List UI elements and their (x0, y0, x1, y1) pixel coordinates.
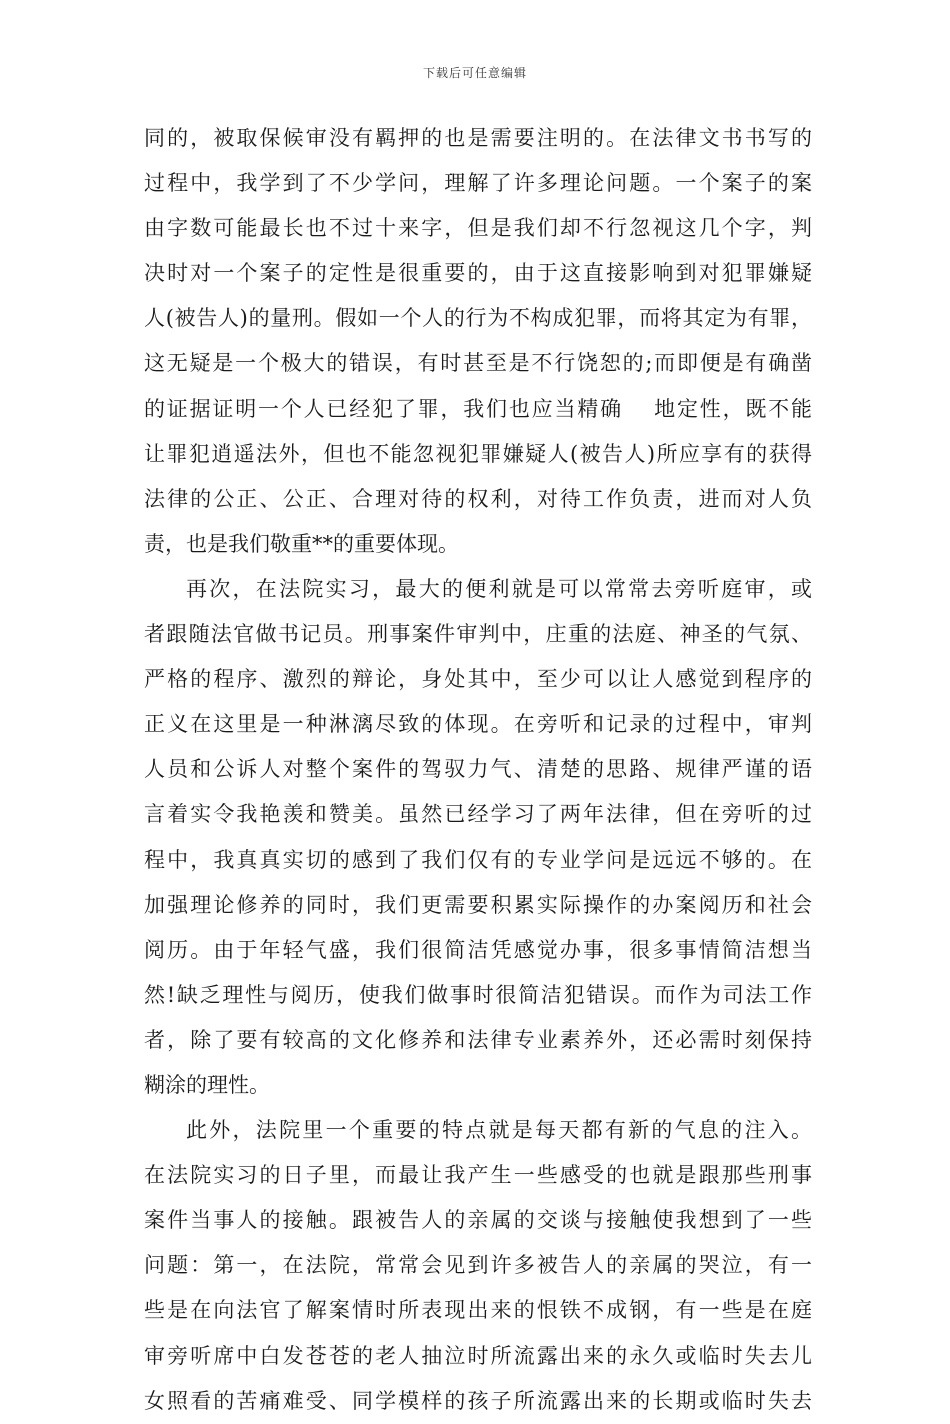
text-line: 再次，在法院实习，最大的便利就是可以常常去旁听庭审，或 (186, 576, 812, 601)
text-line: 严格的程序、激烈的辩论，身处其中，至少可以让人感觉到程序的 (144, 667, 812, 692)
text-line: 同的，被取保候审没有羁押的也是需要注明的。在法律文书书写的 (144, 126, 812, 150)
text-line: 人员和公诉人对整个案件的驾驭力气、清楚的思路、规律严谨的语 (144, 757, 812, 782)
text-line: 法律的公正、公正、合理对待的权利，对待工作负责，进而对人负 (144, 486, 812, 511)
text-line: 者跟随法官做书记员。刑事案件审判中，庄重的法庭、神圣的气氛、 (144, 622, 812, 647)
text-line: 的证据证明一个人已经犯了罪，我们也应当精确 地定性，既不能 (144, 396, 812, 421)
paragraph (144, 1108, 812, 1424)
text-line: 审旁听席中白发苍苍的老人抽泣时所流露出来的永久或临时失去儿 (144, 1343, 812, 1368)
text-line: 人(被告人)的量刑。假如一个人的行为不构成犯罪，而将其定为有罪， (144, 306, 812, 331)
paragraph (144, 116, 812, 567)
text-line: 此外，法院里一个重要的特点就是每天都有新的气息的注入。 (186, 1118, 812, 1143)
text-line: 由字数可能最长也不过十来字，但是我们却不行忽视这几个字，判 (144, 216, 812, 241)
text-line: 案件当事人的接触。跟被告人的亲属的交谈与接触使我想到了一些 (144, 1208, 812, 1233)
text-line: 女照看的苦痛难受、同学模样的孩子所流露出来的长期或临时失去 (144, 1388, 812, 1413)
text-line: 阅历。由于年轻气盛，我们很简洁凭感觉办事，很多事情简洁想当 (144, 937, 812, 962)
text-line: 决时对一个案子的定性是很重要的，由于这直接影响到对犯罪嫌疑 (144, 261, 812, 286)
text-line: 问题：第一，在法院，常常会见到许多被告人的亲属的哭泣，有一 (144, 1253, 812, 1278)
text-line: 者，除了要有较高的文化修养和法律专业素养外，还必需时刻保持 (144, 1027, 812, 1052)
text-line: 责，也是我们敬重**的重要体现。 (144, 531, 459, 556)
text-line: 这无疑是一个极大的错误，有时甚至是不行饶恕的;而即便是有确凿 (144, 351, 812, 376)
text-line: 正义在这里是一种淋漓尽致的体现。在旁听和记录的过程中，审判 (144, 712, 812, 737)
text-line: 过程中，我学到了不少学问，理解了许多理论问题。一个案子的案 (144, 171, 812, 196)
text-line: 然!缺乏理性与阅历，使我们做事时很简洁犯错误。而作为司法工作 (144, 982, 812, 1007)
text-line: 让罪犯逍遥法外，但也不能忽视犯罪嫌疑人(被告人)所应享有的获得 (144, 441, 812, 466)
text-line: 言着实令我艳羡和赞美。虽然已经学习了两年法律，但在旁听的过 (144, 802, 812, 827)
text-line: 加强理论修养的同时，我们更需要积累实际操作的办案阅历和社会 (144, 892, 812, 917)
document-body (144, 116, 812, 1424)
text-line: 糊涂的理性。 (144, 1072, 270, 1097)
paragraph (144, 567, 812, 1108)
text-line: 程中，我真真实切的感到了我们仅有的专业学问是远远不够的。在 (144, 847, 812, 872)
text-line: 些是在向法官了解案情时所表现出来的恨铁不成钢，有一些是在庭 (144, 1298, 812, 1323)
page-header: 下载后可任意编辑 (422, 66, 527, 80)
text-line: 在法院实习的日子里，而最让我产生一些感受的也就是跟那些刑事 (144, 1163, 812, 1188)
